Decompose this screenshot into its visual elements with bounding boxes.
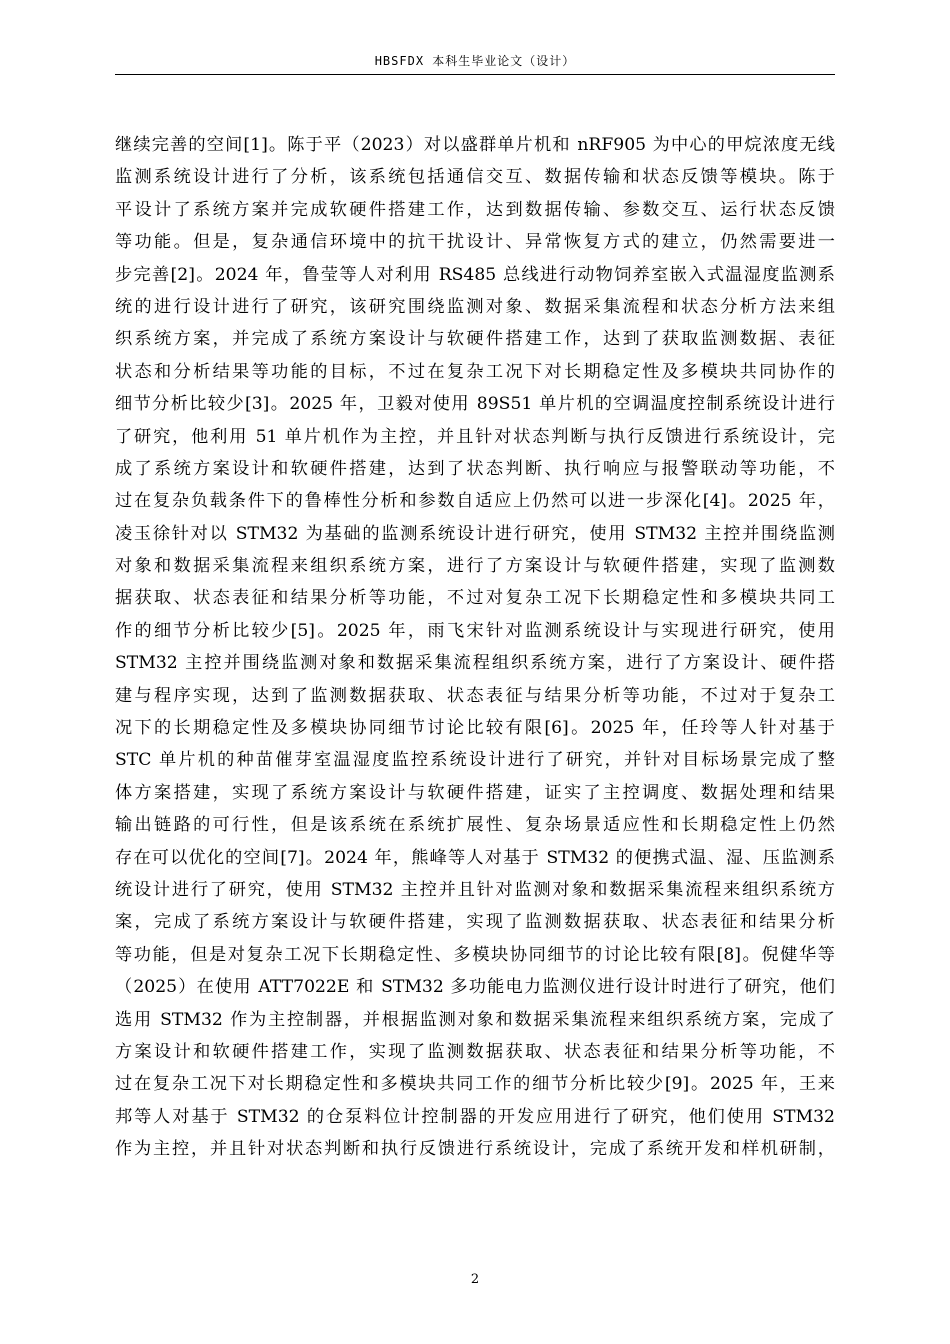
page-header-title: HBSFDX 本科生毕业论文（设计） [374,54,576,68]
text-line: 步完善[2]。2024 年，鲁莹等人对利用 RS485 总线进行动物饲养室嵌入式温湿度监测系 [115,264,835,285]
text-line: 存在可以优化的空间[7]。2024 年，熊峰等人对基于 STM32 的便携式温、湿、压监测系 [115,847,835,868]
text-line: 监测系统设计进行了分析，该系统包括通信交互、数据传输和状态反馈等模块。陈于 [115,167,835,188]
text-line: 建与程序实现，达到了监测数据获取、状态表征与结果分析等功能，不过对于复杂工 [115,685,835,706]
text-line: 过在复杂负载条件下的鲁棒性分析和参数自适应上仍然可以进一步深化[4]。2025 年， [115,491,835,512]
text-line: 织系统方案，并完成了系统方案设计与软硬件搭建工作，达到了获取监测数据、表征 [115,329,835,350]
text-line: 据获取、状态表征和结果分析等功能，不过对复杂工况下长期稳定性和多模块共同工 [115,588,835,609]
header-divider [115,74,835,75]
page-number: 2 [470,1272,480,1287]
text-line: STM32 主控并围绕监测对象和数据采集流程组织系统方案，进行了方案设计、硬件搭 [115,653,835,674]
text-line: 案，完成了系统方案设计与软硬件搭建，实现了监测数据获取、状态表征和结果分析 [115,912,835,933]
text-line: 过在复杂工况下对长期稳定性和多模块共同工作的细节分析比较少[9]。2025 年，王来 [115,1074,835,1095]
text-line: （2025）在使用 ATT7022E 和 STM32 多功能电力监测仪进行设计时进行了研究，他们 [115,977,835,998]
text-line: 统的进行设计进行了研究，该研究围绕监测对象、数据采集流程和状态分析方法来组 [115,296,835,317]
text-line: 等功能。但是，复杂通信环境中的抗干扰设计、异常恢复方式的建立，仍然需要进一 [115,232,835,253]
text-line: 了研究，他利用 51 单片机作为主控，并且针对状态判断与执行反馈进行系统设计，完 [115,426,835,447]
text-line: 邦等人对基于 STM32 的仓泵料位计控制器的开发应用进行了研究，他们使用 STM32 [115,1106,835,1127]
text-line: 状态和分析结果等功能的目标，不过在复杂工况下对长期稳定性及多模块共同协作的 [115,361,835,382]
text-line: 成了系统方案设计和软硬件搭建，达到了状态判断、执行响应与报警联动等功能，不 [115,458,835,479]
text-line: STC 单片机的种苗催芽室温湿度监控系统设计进行了研究，并针对目标场景完成了整 [115,750,835,771]
text-line: 等功能，但是对复杂工况下长期稳定性、多模块协同细节的讨论比较有限[8]。倪健华等 [115,944,835,965]
text-line: 凌玉徐针对以 STM32 为基础的监测系统设计进行研究，使用 STM32 主控并围绕监测 [115,523,835,544]
text-line: 统设计进行了研究，使用 STM32 主控并且针对监测对象和数据采集流程来组织系统方 [115,879,835,900]
text-line: 作的细节分析比较少[5]。2025 年，雨飞宋针对监测系统设计与实现进行研究，使用 [115,620,835,641]
text-line: 平设计了系统方案并完成软硬件搭建工作，达到数据传输、参数交互、运行状态反馈 [115,199,835,220]
text-line: 方案设计和软硬件搭建工作，实现了监测数据获取、状态表征和结果分析等功能，不 [115,1041,835,1062]
text-line: 输出链路的可行性，但是该系统在系统扩展性、复杂场景适应性和长期稳定性上仍然 [115,815,835,836]
text-line: 作为主控，并且针对状态判断和执行反馈进行系统设计，完成了系统开发和样机研制， [115,1139,835,1160]
text-line: 况下的长期稳定性及多模块协同细节讨论比较有限[6]。2025 年，任玲等人针对基于 [115,718,835,739]
text-line: 选用 STM32 作为主控制器，并根据监测对象和数据采集流程来组织系统方案，完成了 [115,1009,835,1030]
body-paragraph [115,129,835,1166]
text-line: 体方案搭建，实现了系统方案设计与软硬件搭建，证实了主控调度、数据处理和结果 [115,782,835,803]
text-line: 继续完善的空间[1]。陈于平（2023）对以盛群单片机和 nRF905 为中心的甲烷浓度无线 [115,135,835,155]
text-line: 对象和数据采集流程来组织系统方案，进行了方案设计与软硬件搭建，实现了监测数 [115,556,835,577]
text-line: 细节分析比较少[3]。2025 年，卫毅对使用 89S51 单片机的空调温度控制系统设计进行 [115,394,835,415]
